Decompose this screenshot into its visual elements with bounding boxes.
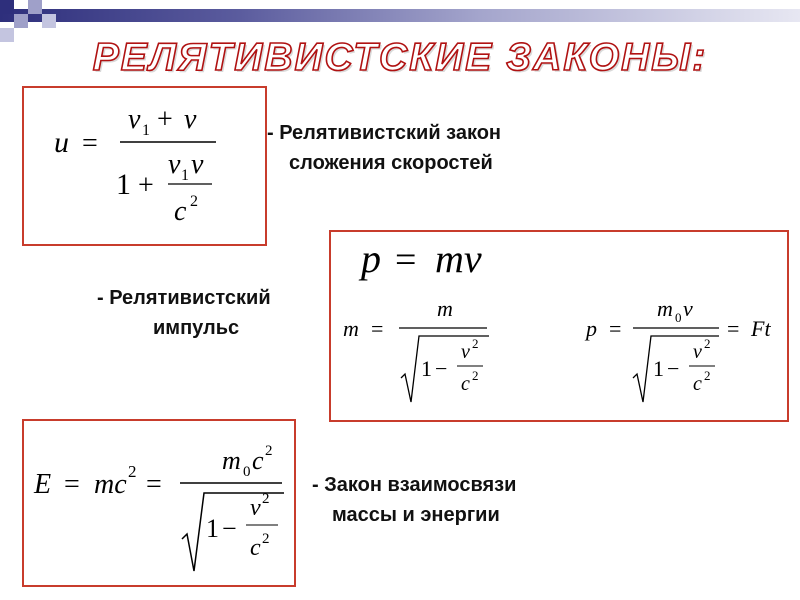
svg-text:1: 1	[421, 356, 432, 381]
svg-text:v: v	[461, 341, 470, 363]
momentum-desc-line1: - Релятивистский	[97, 287, 271, 309]
svg-text:2: 2	[190, 193, 198, 210]
svg-text:0: 0	[675, 310, 682, 325]
svg-text:=: =	[727, 316, 740, 341]
svg-text:−: −	[667, 356, 680, 381]
header-band	[0, 9, 800, 22]
svg-text:2: 2	[472, 368, 479, 383]
momentum-desc-line2: импульс	[153, 317, 240, 339]
svg-text:p: p	[361, 236, 381, 281]
svg-text:v: v	[683, 296, 693, 321]
svg-text:2: 2	[472, 336, 479, 351]
slide-title: РЕЛЯТИВИСТСКИЕ ЗАКОНЫ:	[92, 36, 708, 79]
svg-text:v: v	[168, 149, 181, 180]
svg-text:1: 1	[653, 356, 664, 381]
svg-text:+: +	[157, 104, 173, 135]
svg-text:m: m	[343, 316, 359, 341]
svg-text:Ft: Ft	[751, 316, 771, 341]
svg-text:1: 1	[142, 122, 150, 139]
svg-text:c: c	[252, 446, 264, 475]
decor-square	[42, 14, 56, 28]
svg-text:m: m	[437, 296, 453, 321]
svg-text:−: −	[222, 514, 237, 543]
decor-square	[0, 0, 14, 14]
svg-text:c: c	[250, 535, 261, 561]
svg-text:v: v	[128, 104, 141, 135]
svg-text:u: u	[54, 126, 69, 159]
svg-text:2: 2	[262, 491, 270, 507]
energy-description	[312, 470, 516, 530]
svg-text:1: 1	[206, 514, 219, 543]
decor-square	[28, 0, 42, 14]
svg-text:=: =	[64, 469, 80, 500]
svg-text:2: 2	[128, 462, 137, 481]
svg-text:=: =	[82, 128, 98, 159]
svg-text:=: =	[395, 239, 417, 281]
momentum-description	[97, 283, 271, 343]
svg-text:p: p	[586, 316, 597, 341]
svg-text:2: 2	[704, 368, 711, 383]
velocity-desc-line2: сложения скоростей	[289, 152, 493, 174]
svg-text:m: m	[657, 296, 673, 321]
mass-energy-formula	[24, 421, 294, 585]
energy-desc-line2: массы и энергии	[332, 504, 500, 526]
svg-text:0: 0	[243, 464, 251, 480]
svg-text:c: c	[693, 373, 702, 395]
svg-text:=: =	[609, 316, 622, 341]
energy-formula-box	[22, 419, 296, 587]
svg-text:1: 1	[116, 168, 131, 201]
velocity-description	[267, 118, 501, 178]
energy-desc-line1: - Закон взаимосвязи	[312, 474, 517, 496]
svg-text:+: +	[138, 170, 154, 201]
svg-text:c: c	[461, 373, 470, 395]
svg-text:=: =	[371, 316, 384, 341]
svg-text:v: v	[191, 149, 204, 180]
svg-text:E: E	[34, 469, 52, 500]
momentum-formulas	[331, 232, 787, 420]
velocity-formula-box	[22, 86, 267, 246]
velocity-addition-formula	[24, 88, 265, 244]
svg-text:v: v	[693, 341, 702, 363]
decor-square	[14, 14, 28, 28]
momentum-formula-box	[329, 230, 789, 422]
velocity-desc-line1: - Релятивистский закон	[267, 122, 502, 144]
svg-text:2: 2	[704, 336, 711, 351]
svg-text:v: v	[184, 104, 197, 135]
svg-text:mv: mv	[435, 236, 482, 281]
svg-text:c: c	[174, 196, 187, 227]
svg-text:−: −	[435, 356, 448, 381]
svg-text:m: m	[222, 446, 241, 475]
svg-text:v: v	[250, 495, 261, 521]
svg-text:mc: mc	[94, 469, 127, 500]
svg-text:2: 2	[265, 443, 273, 459]
svg-text:=: =	[146, 469, 162, 500]
svg-text:1: 1	[181, 167, 189, 184]
svg-text:2: 2	[262, 531, 270, 547]
